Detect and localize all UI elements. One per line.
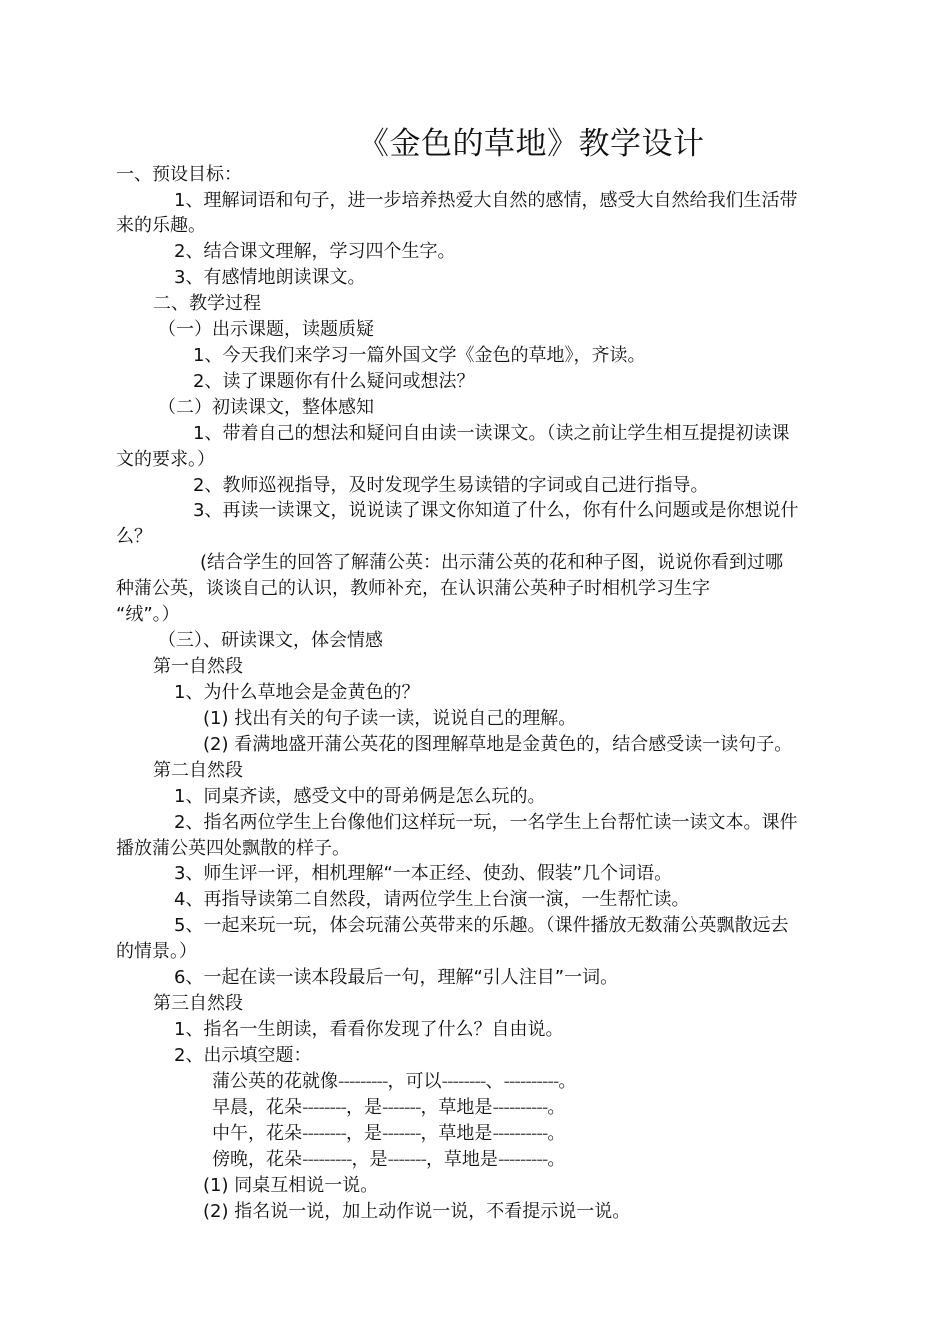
part2-item3-line2: 么？ [116,526,152,547]
fill3-blank-2: ------- [381,1123,421,1144]
fill-sentence-2 [212,1095,565,1121]
fill1-text-c: 、 [485,1071,504,1092]
fill4-blank-3: --------- [497,1149,548,1170]
fill3-text-c: ，草地是 [420,1123,493,1144]
fill3-text-b: ，是 [345,1123,382,1144]
fill2-text-d: 。 [547,1097,566,1118]
para2-item2-line2: 播放蒲公英四处飘散的样子。 [116,838,350,859]
fill4-text-d: 。 [547,1149,566,1170]
para2-item5-line2: 的情景。） [116,941,197,962]
fill3-blank-1: -------- [302,1123,346,1144]
part2-note-line1: (结合学生的回答了解蒲公英：出示蒲公英的花和种子图，说说你看到过哪 [200,552,784,573]
goal2: 2、结合课文理解，学习四个生字。 [174,241,456,262]
part2-heading: （二）初读课文，整体感知 [158,397,374,418]
part2-note-line3: “绒”。） [116,604,180,625]
goal3: 3、有感情地朗读课文。 [174,267,366,288]
fill2-text-a: 早晨，花朵 [212,1097,302,1118]
part2-item1-line1: 1、带着自己的想法和疑问自由读一读课文。（读之前让学生相互提提初读课 [193,423,790,444]
fill2-blank-1: -------- [302,1097,346,1118]
fill-sentence-1 [212,1069,576,1095]
fill-sentence-4 [212,1147,565,1173]
part3-heading: （三）、研读课文，体会情感 [158,630,383,651]
para3-item2: 2、出示填空题： [174,1045,312,1066]
para3-sub1: (1) 同桌互相说一说。 [203,1175,379,1196]
section2-heading: 二、教学过程 [153,293,261,314]
fill2-text-b: ，是 [345,1097,382,1118]
fill4-text-b: ，是 [351,1149,388,1170]
fill4-blank-2: ------- [387,1149,426,1170]
fill1-blank-2: -------- [441,1071,486,1092]
goal1-line1: 1、理解词语和句子，进一步培养热爱大自然的感情，感受大自然给我们生活带 [174,190,798,211]
para2-item3: 3、师生评一评，相机理解“一本正经、使劲、假装”几个词语。 [174,863,673,884]
para2-item5-line1: 5、一起来玩一玩，体会玩蒲公英带来的乐趣。（课件播放无数蒲公英飘散远去 [174,915,789,936]
part2-note-line2: 种蒲公英，谈谈自己的认识，教师补充，在认识蒲公英种子时相机学习生字 [116,578,710,599]
section1-heading: 一、预设目标： [116,164,242,185]
para2-item6: 6、一起在读一读本段最后一句，理解“引人注目”一词。 [174,967,619,988]
part2-item1-line2: 文的要求。） [116,449,215,470]
para2-item1: 1、同桌齐读，感受文中的哥弟俩是怎么玩的。 [174,786,546,807]
para1-q1: 1、为什么草地会是金黄色的？ [174,682,420,703]
part1-item2: 2、读了课题你有什么疑问或想法？ [193,371,475,392]
part2-item2: 2、教师巡视指导，及时发现学生易读错的字词或自己进行指导。 [193,475,709,496]
para3-heading: 第三自然段 [153,993,243,1014]
para3-item1: 1、指名一生朗读，看看你发现了什么？自由说。 [174,1019,564,1040]
fill2-text-c: ，草地是 [420,1097,493,1118]
fill3-text-d: 。 [547,1123,566,1144]
fill1-blank-3: ---------- [503,1071,559,1092]
fill1-text-b: ，可以 [387,1071,442,1092]
fill4-text-a: 傍晚，花朵 [212,1149,302,1170]
para2-item4: 4、再指导读第二自然段，请两位学生上台演一演，一生帮忙读。 [174,889,690,910]
document-title: 《金色的草地》教学设计 [358,126,705,162]
para1-heading: 第一自然段 [153,656,243,677]
para3-sub2: (2) 指名说一说，加上动作说一说，不看提示说一说。 [203,1201,631,1222]
fill2-blank-2: ------- [381,1097,421,1118]
para1-q1a: (1) 找出有关的句子读一读，说说自己的理解。 [203,708,577,729]
fill4-blank-1: --------- [302,1149,352,1170]
part1-item1: 1、今天我们来学习一篇外国文学《金色的草地》，齐读。 [193,345,646,366]
part1-heading: （一）出示课题，读题质疑 [158,319,374,340]
fill1-text-d: 。 [558,1071,577,1092]
para1-q1b: (2) 看满地盛开蒲公英花的图理解草地是金黄色的，结合感受读一读句子。 [203,734,793,755]
fill-sentence-3 [212,1121,565,1147]
fill1-text-a: 蒲公英的花就像 [212,1071,338,1092]
fill3-blank-3: ---------- [492,1123,548,1144]
fill2-blank-3: ---------- [492,1097,548,1118]
fill3-text-a: 中午，花朵 [212,1123,302,1144]
para2-heading: 第二自然段 [153,760,243,781]
para2-item2-line1: 2、指名两位学生上台像他们这样玩一玩，一名学生上台帮忙读一读文本。课件 [174,812,798,833]
fill4-text-c: ，草地是 [425,1149,498,1170]
fill1-blank-1: --------- [338,1071,388,1092]
goal1-line2: 来的乐趣。 [116,215,206,236]
part2-item3-line1: 3、再读一读课文，说说读了课文你知道了什么，你有什么问题或是你想说什 [193,500,799,521]
